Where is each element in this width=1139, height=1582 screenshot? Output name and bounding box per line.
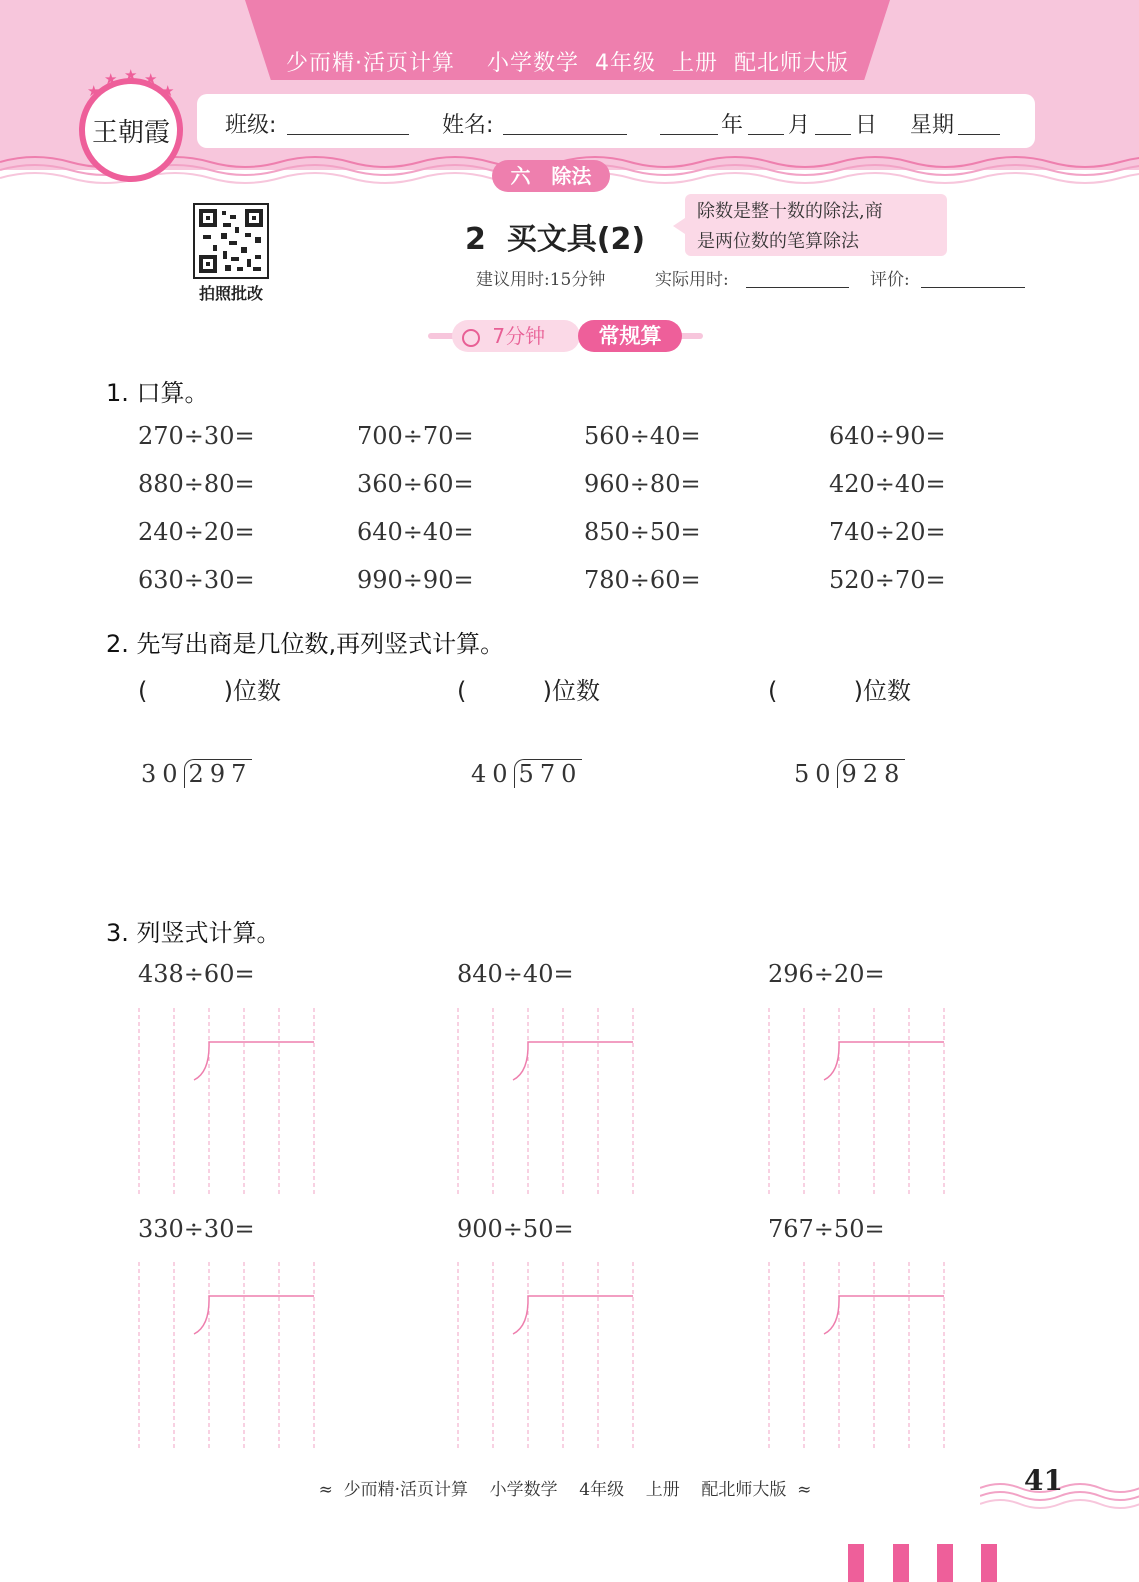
working-grid[interactable] xyxy=(138,1008,318,1198)
suggested-time: 建议用时:15分钟 xyxy=(476,270,606,290)
weekday-field[interactable] xyxy=(958,110,1000,135)
class-field[interactable] xyxy=(287,110,409,135)
vertical-problem: 330÷30= xyxy=(138,1215,255,1243)
actual-time-label: 实际用时: xyxy=(655,270,729,290)
month-label: 月 xyxy=(788,113,811,138)
edge-stripe xyxy=(937,1544,953,1582)
digit-count-blank[interactable]: ( )位数 xyxy=(138,677,282,705)
dividend: 570 xyxy=(514,759,583,788)
chapter-label: 六 除法 xyxy=(492,160,610,192)
division-bracket xyxy=(194,1042,314,1080)
clock-icon xyxy=(462,329,480,347)
oral-problem: 740÷20= xyxy=(829,518,946,546)
tip-pointer xyxy=(673,218,685,234)
oral-problem: 630÷30= xyxy=(138,566,255,594)
divisor: 30 xyxy=(141,760,184,788)
division-bracket xyxy=(194,1296,314,1334)
oral-problem: 560÷40= xyxy=(584,422,701,450)
star-icon: ★ xyxy=(87,82,101,100)
long-division-problem xyxy=(794,760,905,788)
star-icon: ★ xyxy=(161,82,175,100)
day-field[interactable] xyxy=(815,110,851,135)
weekday-label: 星期 xyxy=(910,113,955,138)
oral-problem: 880÷80= xyxy=(138,470,255,498)
dividend: 297 xyxy=(184,759,253,788)
oral-problem: 520÷70= xyxy=(829,566,946,594)
oral-problem: 990÷90= xyxy=(357,566,474,594)
oral-problem: 420÷40= xyxy=(829,470,946,498)
time-badge xyxy=(452,320,580,352)
star-icon: ★ xyxy=(104,70,118,88)
oral-problem: 850÷50= xyxy=(584,518,701,546)
page-number: 41 xyxy=(1024,1464,1063,1497)
long-division-problem xyxy=(471,760,582,788)
rating-label: 评价: xyxy=(870,270,910,290)
edge-stripe xyxy=(893,1544,909,1582)
divisor: 50 xyxy=(794,760,837,788)
year-label: 年 xyxy=(721,113,744,138)
oral-problem: 240÷20= xyxy=(138,518,255,546)
vertical-problem: 840÷40= xyxy=(457,960,574,988)
name-label: 姓名: xyxy=(442,113,494,138)
division-bracket xyxy=(824,1042,944,1080)
practice-type-badge: 常规算 xyxy=(578,320,682,352)
edge-stripe xyxy=(981,1544,997,1582)
oral-problem: 960÷80= xyxy=(584,470,701,498)
qr-caption: 拍照批改 xyxy=(198,284,263,303)
class-label: 班级: xyxy=(225,113,277,138)
section3-heading: 3. 列竖式计算。 xyxy=(106,919,281,947)
name-field[interactable] xyxy=(503,110,627,135)
actual-time-field[interactable] xyxy=(746,286,849,288)
tip-line-1: 除数是整十数的除法,商 xyxy=(697,201,883,222)
qr-code-icon[interactable] xyxy=(193,203,269,279)
day-label: 日 xyxy=(855,113,878,138)
oral-problem: 700÷70= xyxy=(357,422,474,450)
footer-text: ≈ 少而精·活页计算 小学数学 4年级 上册 配北师大版 ≈ xyxy=(318,1480,812,1500)
time-badge-text: 7分钟 xyxy=(492,324,546,348)
division-bracket xyxy=(513,1042,633,1080)
oral-problem: 270÷30= xyxy=(138,422,255,450)
working-grid[interactable] xyxy=(457,1008,637,1198)
working-grid[interactable] xyxy=(457,1262,637,1452)
vertical-problem: 900÷50= xyxy=(457,1215,574,1243)
vertical-problem: 767÷50= xyxy=(768,1215,885,1243)
working-grid[interactable] xyxy=(768,1262,948,1452)
digit-count-blank[interactable]: ( )位数 xyxy=(457,677,601,705)
vertical-problem: 296÷20= xyxy=(768,960,885,988)
vertical-problem: 438÷60= xyxy=(138,960,255,988)
oral-problem: 780÷60= xyxy=(584,566,701,594)
section1-heading: 1. 口算。 xyxy=(106,379,209,407)
star-icon: ★ xyxy=(124,66,138,84)
division-bracket xyxy=(513,1296,633,1334)
oral-problem: 640÷90= xyxy=(829,422,946,450)
digit-count-blank[interactable]: ( )位数 xyxy=(768,677,912,705)
month-field[interactable] xyxy=(748,110,784,135)
rating-field[interactable] xyxy=(921,286,1025,288)
logo-text: 王朝霞 xyxy=(91,118,170,148)
divisor: 40 xyxy=(471,760,514,788)
section2-heading: 2. 先写出商是几位数,再列竖式计算。 xyxy=(106,630,505,658)
star-icon: ★ xyxy=(144,70,158,88)
working-grid[interactable] xyxy=(138,1262,318,1452)
edge-stripe xyxy=(848,1544,864,1582)
lesson-title: 2 买文具(2) xyxy=(465,222,646,257)
year-field[interactable] xyxy=(660,110,718,135)
oral-problem: 640÷40= xyxy=(357,518,474,546)
book-title: 少而精·活页计算 小学数学 4年级 上册 配北师大版 xyxy=(286,51,849,76)
dividend: 928 xyxy=(837,759,906,788)
long-division-problem xyxy=(141,760,252,788)
oral-problem: 360÷60= xyxy=(357,470,474,498)
working-grid[interactable] xyxy=(768,1008,948,1198)
division-bracket xyxy=(824,1296,944,1334)
tip-line-2: 是两位数的笔算除法 xyxy=(697,231,859,252)
